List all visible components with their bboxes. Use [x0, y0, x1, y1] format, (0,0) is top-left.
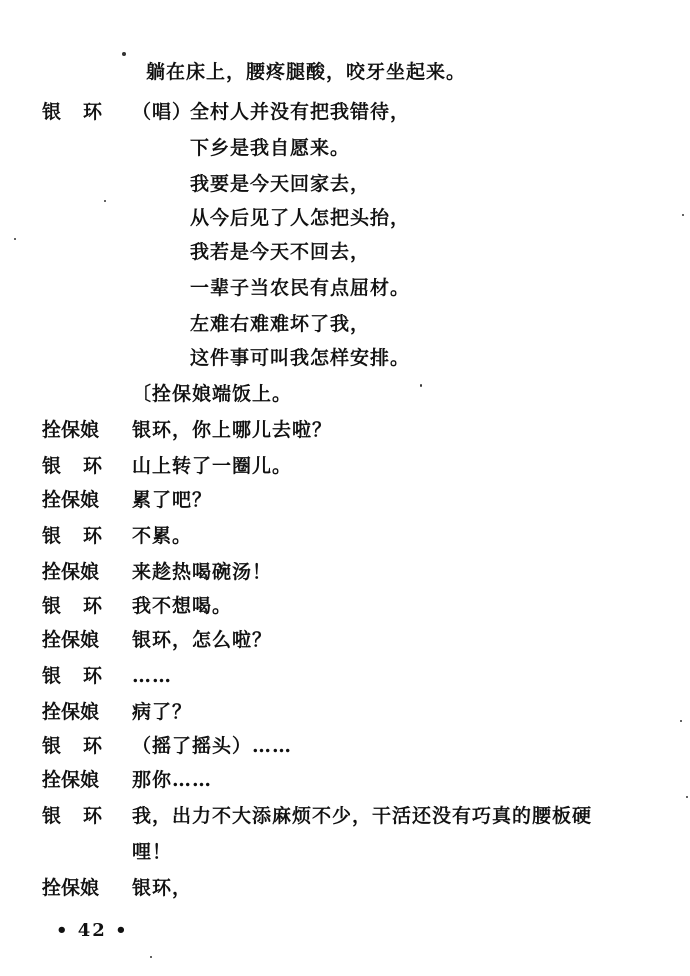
print-speck [682, 214, 684, 216]
speaker-name: 银环 [42, 735, 125, 757]
song-line: 一辈子当农民有点屈材。 [190, 277, 411, 299]
song-line: 这件事可叫我怎样安排。 [190, 347, 411, 369]
dialogue-line: 银环，你上哪儿去啦？ [132, 419, 333, 441]
print-speck [686, 796, 688, 798]
speaker-name: 拴保娘 [42, 769, 100, 791]
print-speck [122, 52, 126, 56]
speaker-name: 拴保娘 [42, 629, 100, 651]
dialogue-line: （摇了摇头）…… [132, 735, 293, 757]
dialogue-line: …… [132, 665, 172, 687]
print-speck [104, 200, 106, 202]
speaker-name: 拴保娘 [42, 489, 100, 511]
print-speck [420, 384, 422, 387]
song-line: 从今后见了人怎把头抬， [190, 207, 411, 229]
speaker-name: 拴保娘 [42, 877, 100, 899]
dialogue-line: 银环， [132, 877, 193, 899]
print-speck [150, 956, 152, 958]
speaker-name: 拴保娘 [42, 561, 100, 583]
dialogue-line: 累了吧？ [132, 489, 213, 511]
print-speck [680, 720, 682, 722]
speaker-name: 银环 [42, 595, 125, 617]
song-line: 下乡是我自愿来。 [190, 137, 351, 159]
speaker-name: 拴保娘 [42, 419, 100, 441]
dialogue-line: 来趁热喝碗汤！ [132, 561, 273, 583]
singing-cue: （唱） [132, 101, 193, 123]
song-line: 全村人并没有把我错待， [190, 101, 411, 123]
speaker-name: 拴保娘 [42, 701, 100, 723]
stage-direction: 〔拴保娘端饭上。 [132, 383, 293, 405]
dialogue-line: 不累。 [132, 525, 193, 547]
print-speck [14, 238, 16, 240]
dialogue-line: 银环，怎么啦？ [132, 629, 273, 651]
dialogue-line: 病了？ [132, 701, 193, 723]
speaker-name: 银环 [42, 525, 125, 547]
speaker-name: 银环 [42, 805, 125, 827]
speaker-name: 银环 [42, 455, 125, 477]
dialogue-line: 我，出力不大添麻烦不少，干活还没有巧真的腰板硬 [132, 805, 593, 827]
song-line: 我若是今天不回去， [190, 241, 371, 263]
dialogue-line: 山上转了一圈儿。 [132, 455, 293, 477]
page-number: • 42 • [56, 920, 129, 941]
stage-direction: 躺在床上，腰疼腿酸，咬牙坐起来。 [146, 61, 467, 83]
dialogue-line: 我不想喝。 [132, 595, 233, 617]
dialogue-line-continuation: 哩！ [132, 841, 173, 863]
speaker-name: 银环 [42, 665, 125, 687]
song-line: 我要是今天回家去， [190, 173, 371, 195]
song-line: 左难右难难坏了我， [190, 313, 371, 335]
dialogue-line: 那你…… [132, 769, 213, 791]
speaker-name: 银环 [42, 101, 125, 123]
